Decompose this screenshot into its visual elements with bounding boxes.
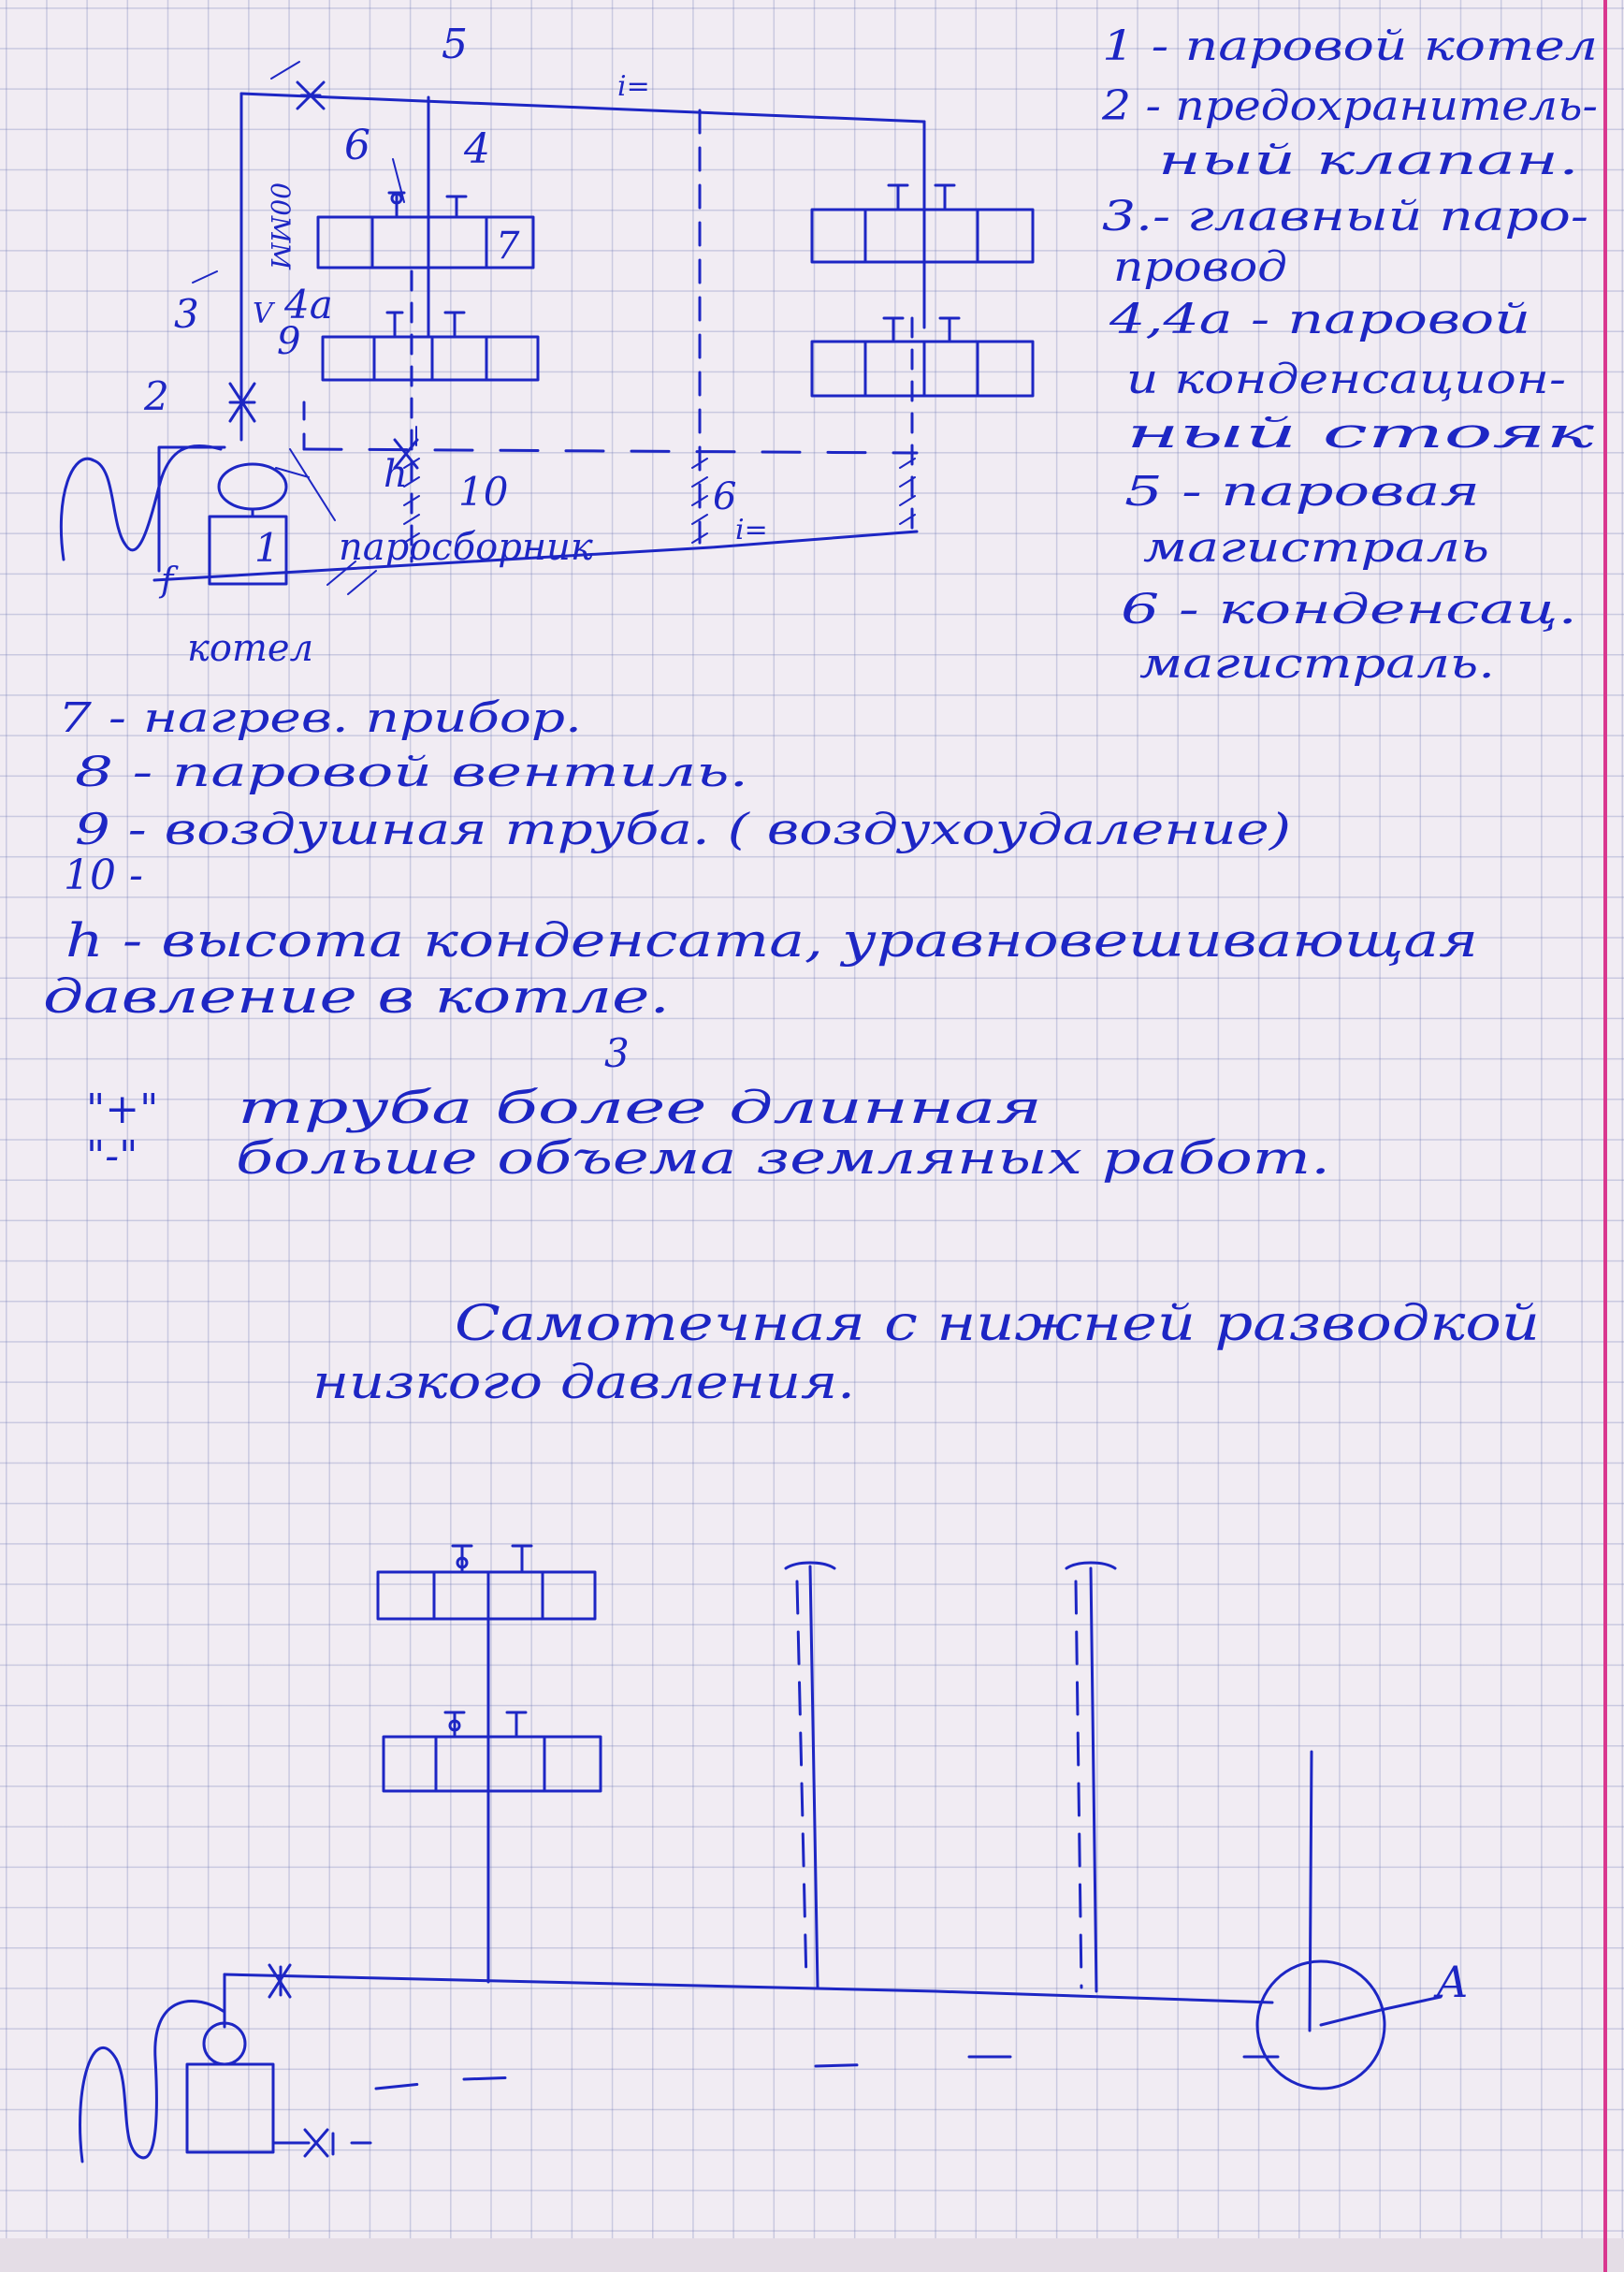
radiator-lower-right xyxy=(812,342,1033,396)
label-3: 3 xyxy=(174,291,199,337)
label-slope-top: i= xyxy=(617,70,650,103)
riser-pair-2 xyxy=(1091,1568,1096,1991)
label-a: A xyxy=(1437,1957,1469,2007)
note-minus-text: больше объема земляных работ. xyxy=(236,1132,1330,1185)
gravity-system-diagram xyxy=(80,1546,1441,2162)
label-9: 9 xyxy=(277,320,301,363)
label-slope-bottom: i= xyxy=(735,514,768,546)
leader-lines xyxy=(193,62,416,594)
legend-item-5-line2: магистраль xyxy=(1143,524,1489,572)
note-number-3: 3 xyxy=(604,1030,630,1076)
label-6-bottom: 6 xyxy=(713,475,737,518)
collector-diagram2 xyxy=(204,2023,245,2064)
radiator-upper-right xyxy=(812,210,1033,262)
label-boiler: котел xyxy=(187,627,314,670)
heading-line2: низкого давления. xyxy=(312,1355,855,1409)
legend-item-2-line2: ный клапан. xyxy=(1158,137,1579,184)
label-collector: паросборник xyxy=(339,526,593,569)
legend-item-4-line2: и конденсацион- xyxy=(1126,356,1566,403)
note-10: 10 - xyxy=(64,852,143,899)
water-seal-loop xyxy=(61,445,221,560)
radiator-lower-left xyxy=(323,337,538,380)
legend-item-2-line1: 2 - предохранитель- xyxy=(1100,82,1598,130)
boiler-diagram2 xyxy=(187,2064,273,2152)
water-seal-loop-2 xyxy=(80,2001,225,2162)
legend xyxy=(1101,22,1598,688)
label-riser-size: 00MM xyxy=(265,182,296,269)
steam-system-diagram xyxy=(61,62,1033,594)
note-minus-sign: "-" xyxy=(86,1132,138,1180)
legend-item-3-line1: 3.- главный паро- xyxy=(1102,193,1588,240)
supply-valve-icon xyxy=(269,1965,290,1997)
main-line-valve-icon xyxy=(297,82,324,109)
return-line xyxy=(376,2057,1278,2089)
radiator-top xyxy=(378,1572,595,1619)
label-f: f xyxy=(161,561,174,600)
note-h-line1: h - высота конденсата, уравновешивающая xyxy=(65,913,1478,968)
legend-item-4-line3: ный стояк xyxy=(1126,410,1596,458)
label-4a: 4a xyxy=(284,282,333,328)
steam-collector xyxy=(219,464,286,509)
label-2: 2 xyxy=(144,373,169,419)
supply-main xyxy=(225,1974,1272,2003)
legend-item-6-line1: 6 - конденсац. xyxy=(1121,586,1577,634)
note-h-line2: давление в котле. xyxy=(43,969,670,1024)
label-h: h xyxy=(384,453,408,496)
note-7: 7 - нагрев. прибор. xyxy=(58,694,582,742)
label-1: 1 xyxy=(254,525,280,571)
label-vertical-mark: V xyxy=(253,298,273,330)
legend-item-4-line1: 4,4а - паровой xyxy=(1108,296,1530,343)
diagram1-labels xyxy=(143,21,768,670)
note-9: 9 - воздушная труба. ( воздухоудаление) xyxy=(75,804,1291,854)
label-7: 7 xyxy=(496,225,520,268)
notes xyxy=(43,694,1478,1185)
legend-item-3-line2: провод xyxy=(1113,243,1287,291)
label-4: 4 xyxy=(464,125,490,173)
steam-main-line xyxy=(241,94,924,122)
heading-line1: Самотечная с нижней разводкой xyxy=(455,1296,1540,1352)
label-6-top: 6 xyxy=(344,122,370,169)
note-plus-text: труба более длинная xyxy=(238,1082,1042,1134)
radiator-bottom xyxy=(384,1737,601,1791)
section-heading xyxy=(312,1296,1540,1409)
label-5: 5 xyxy=(442,21,468,68)
note-plus-sign: "+" xyxy=(86,1085,159,1133)
legend-item-6-line2: магистраль. xyxy=(1139,640,1495,688)
return-valve-icon xyxy=(273,2130,370,2156)
note-8: 8 - паровой вентиль. xyxy=(75,749,748,796)
riser-pair-1 xyxy=(810,1566,818,1988)
legend-item-5-line1: 5 - паровая xyxy=(1124,468,1480,516)
legend-item-1: 1 - паровой котел xyxy=(1102,22,1598,70)
label-10: 10 xyxy=(458,469,509,515)
